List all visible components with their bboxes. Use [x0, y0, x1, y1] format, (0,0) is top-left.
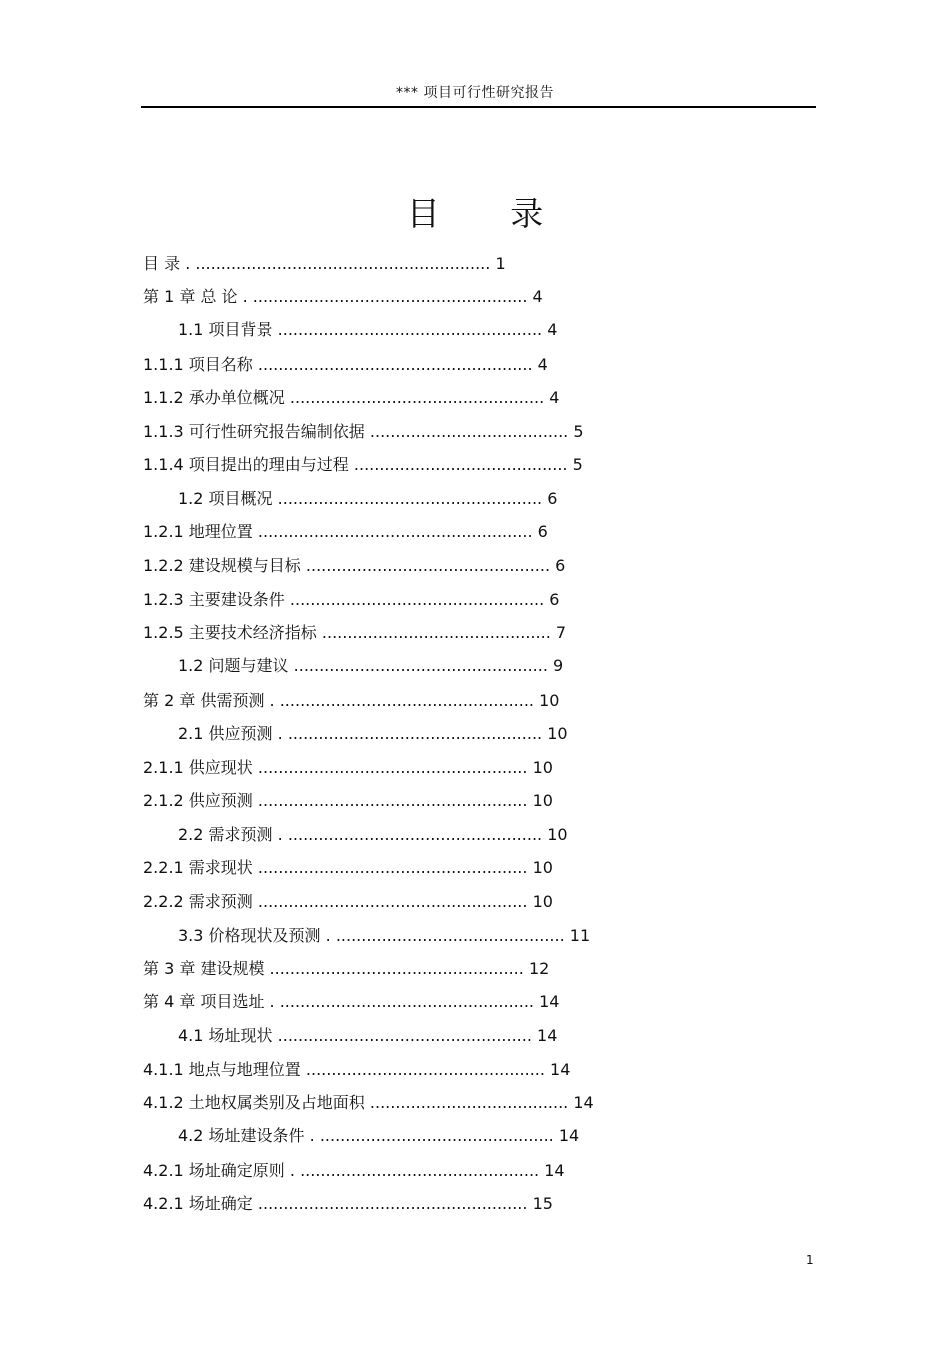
toc-entry-label: 2.2.1 需求现状 [143, 858, 253, 877]
toc-entry[interactable] [143, 1060, 570, 1080]
toc-entry-label: 4.2.1 场址确定原则 [143, 1161, 285, 1180]
toc-entry-page: 6 [555, 556, 566, 575]
toc-entry-label: 4.1 场址现状 [178, 1026, 273, 1045]
toc-entry-leader: .................................................. [269, 959, 524, 978]
toc-entry-leader: .................................................. [277, 1026, 532, 1045]
toc-entry-leader: . .......................................................... [185, 254, 491, 273]
toc-entry-leader: . .................................................. [269, 691, 535, 710]
toc-entry-label: 第 3 章 建设规模 [143, 959, 265, 978]
toc-entry-page: 14 [550, 1060, 571, 1079]
toc-entry-leader: . .............................................. [309, 1126, 554, 1145]
toc-entry-leader: ..................................................... [257, 758, 528, 777]
toc-entry-label: 1.1.2 承办单位概况 [143, 388, 285, 407]
toc-entry-leader: .................................................... [277, 320, 543, 339]
toc-entry[interactable] [143, 892, 553, 912]
toc-entry-leader: . ............................................. [325, 926, 565, 945]
toc-entry-label: 4.1.2 土地权属类别及占地面积 [143, 1093, 365, 1112]
toc-entry-leader: ....................................... [369, 422, 569, 441]
toc-entry-label: 4.1.1 地点与地理位置 [143, 1060, 301, 1079]
toc-entry-leader: ..................................................... [257, 791, 528, 810]
toc-entry-leader: . .................................................. [277, 825, 543, 844]
toc-entry-leader: . ...................................................... [242, 287, 528, 306]
toc-entry-leader: .......................................... [353, 455, 568, 474]
toc-entry-label: 2.2.2 需求预测 [143, 892, 253, 911]
toc-entry[interactable] [143, 522, 548, 542]
toc-entry-label: 4.2.1 场址确定 [143, 1194, 253, 1213]
toc-entry-leader: ..................................................... [257, 892, 528, 911]
toc-entry-label: 1.2.3 主要建设条件 [143, 590, 285, 609]
toc-entry-label: 2.1.1 供应现状 [143, 758, 253, 777]
toc-entry[interactable] [178, 1126, 579, 1146]
toc-entry-label: 2.1 供应预测 [178, 724, 273, 743]
toc-entry-page: 6 [547, 489, 558, 508]
toc-entry-page: 5 [572, 455, 583, 474]
toc-entry[interactable] [178, 724, 568, 744]
toc-title: 目 录 [406, 194, 574, 233]
toc-entry-leader: ...................................................... [257, 522, 533, 541]
toc-entry-page: 14 [539, 992, 560, 1011]
toc-entry-page: 10 [539, 691, 560, 710]
toc-entry-leader: ............................................. [321, 623, 551, 642]
toc-entry[interactable] [178, 825, 568, 845]
toc-entry-page: 4 [547, 320, 558, 339]
toc-entry[interactable] [178, 926, 590, 946]
toc-entry-page: 14 [558, 1126, 580, 1145]
toc-entry-page: 4 [537, 355, 548, 374]
toc-entry-leader: ....................................... [369, 1093, 569, 1112]
toc-entry[interactable] [143, 992, 559, 1012]
toc-entry-leader: .................................................. [289, 388, 545, 407]
toc-entry-page: 11 [569, 926, 591, 945]
toc-entry-page: 10 [532, 791, 553, 810]
toc-entry[interactable] [178, 489, 557, 509]
toc-entry[interactable] [143, 388, 559, 408]
toc-entry-label: 1.2 项目概况 [178, 489, 273, 508]
page-number: 1 [806, 1253, 814, 1267]
toc-entry-leader: .................................................. [289, 590, 545, 609]
toc-entry[interactable] [143, 691, 559, 711]
toc-entry-page: 10 [532, 758, 553, 777]
toc-entry[interactable] [143, 858, 553, 878]
toc-entry-leader: ..................................................... [257, 1194, 528, 1213]
toc-entry-page: 1 [495, 254, 506, 273]
toc-entry[interactable] [143, 758, 553, 778]
toc-entry-page: 10 [547, 724, 568, 743]
toc-entry-leader: ............................................... [305, 1060, 545, 1079]
toc-entry-page: 6 [537, 522, 548, 541]
toc-entry[interactable] [143, 791, 553, 811]
toc-entry-page: 4 [532, 287, 543, 306]
toc-entry-label: 1.1.4 项目提出的理由与过程 [143, 455, 349, 474]
toc-entry-leader: ..................................................... [257, 858, 528, 877]
toc-entry-page: 9 [553, 656, 564, 675]
toc-entry-page: 6 [549, 590, 560, 609]
toc-entry-page: 4 [549, 388, 560, 407]
toc-entry[interactable] [143, 1161, 565, 1181]
toc-entry[interactable] [143, 254, 506, 274]
toc-entry-label: 1.2.1 地理位置 [143, 522, 253, 541]
toc-entry-label: 3.3 价格现状及预测 [178, 926, 321, 945]
toc-entry[interactable] [143, 422, 584, 442]
toc-entry[interactable] [143, 623, 566, 643]
toc-entry[interactable] [143, 556, 565, 576]
toc-entry-page: 5 [573, 422, 584, 441]
toc-entry-label: 2.1.2 供应预测 [143, 791, 253, 810]
toc-entry-page: 10 [547, 825, 568, 844]
toc-entry-label: 1.2 问题与建议 [178, 656, 289, 675]
toc-entry-leader: .................................................... [277, 489, 543, 508]
toc-entry-label: 1.2.2 建设规模与目标 [143, 556, 301, 575]
toc-entry-label: 1.1 项目背景 [178, 320, 273, 339]
toc-entry-page: 7 [555, 623, 567, 642]
toc-entry[interactable] [143, 455, 583, 475]
toc-entry-leader: . .................................................. [269, 992, 535, 1011]
toc-entry[interactable] [143, 590, 559, 610]
toc-entry-page: 10 [532, 892, 553, 911]
toc-entry-label: 目 录 [143, 254, 181, 273]
page-header: *** 项目可行性研究报告 [396, 85, 554, 101]
toc-entry-page: 10 [532, 858, 553, 877]
toc-entry-leader: . ............................................... [289, 1161, 540, 1180]
toc-entry-page: 14 [537, 1026, 558, 1045]
toc-entry-leader: .................................................. [293, 656, 548, 675]
toc-entry-label: 1.1.1 项目名称 [143, 355, 253, 374]
toc-entry-label: 第 1 章 总 论 [143, 287, 238, 306]
toc-entry-label: 1.1.3 可行性研究报告编制依据 [143, 422, 365, 441]
toc-entry[interactable] [178, 320, 557, 340]
toc-entry-label: 第 2 章 供需预测 [143, 691, 265, 710]
toc-entry-label: 4.2 场址建设条件 [178, 1126, 305, 1145]
toc-entry[interactable] [143, 1194, 553, 1214]
toc-entry-label: 1.2.5 主要技术经济指标 [143, 623, 317, 642]
toc-entry[interactable] [143, 355, 548, 375]
toc-entry-leader: . .................................................. [277, 724, 543, 743]
toc-entry-page: 14 [573, 1093, 594, 1112]
toc-entry[interactable] [178, 656, 563, 676]
toc-entry-page: 12 [528, 959, 550, 978]
toc-entry-label: 第 4 章 项目选址 [143, 992, 265, 1011]
toc-entry-page: 14 [544, 1161, 565, 1180]
toc-entry-leader: ...................................................... [257, 355, 533, 374]
toc-entry[interactable] [143, 1093, 594, 1113]
toc-entry-leader: ................................................ [305, 556, 551, 575]
toc-entry[interactable] [178, 1026, 557, 1046]
toc-entry[interactable] [143, 287, 543, 307]
toc-entry-label: 2.2 需求预测 [178, 825, 273, 844]
toc-entry[interactable] [143, 959, 549, 979]
toc-entry-page: 15 [532, 1194, 553, 1213]
